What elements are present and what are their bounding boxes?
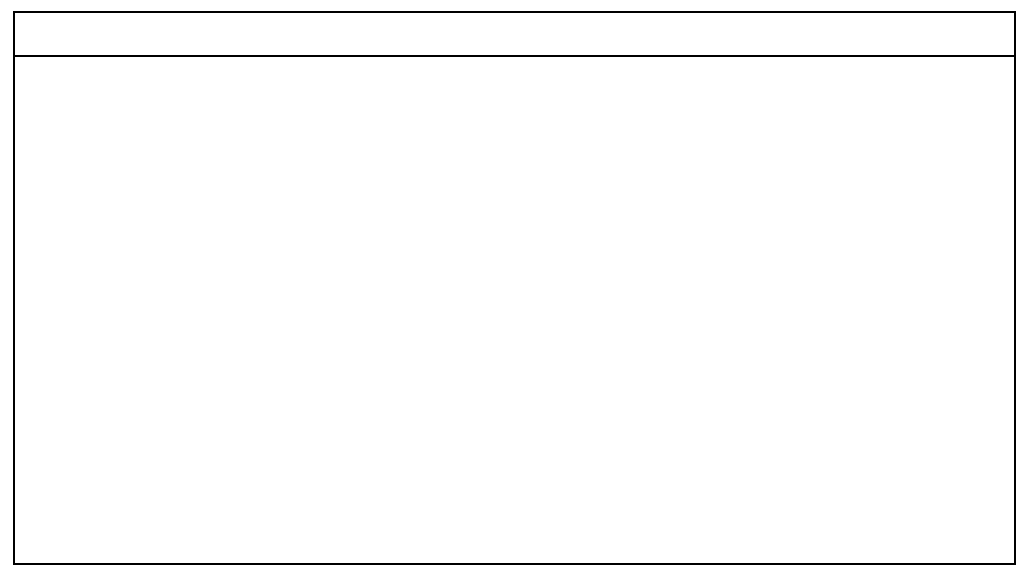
top-groups-row	[15, 57, 1014, 297]
bottom-groups-row	[15, 297, 1014, 563]
schedule-blocks	[15, 57, 1014, 563]
schedule-sheet	[13, 11, 1016, 565]
page-title	[15, 13, 1014, 57]
